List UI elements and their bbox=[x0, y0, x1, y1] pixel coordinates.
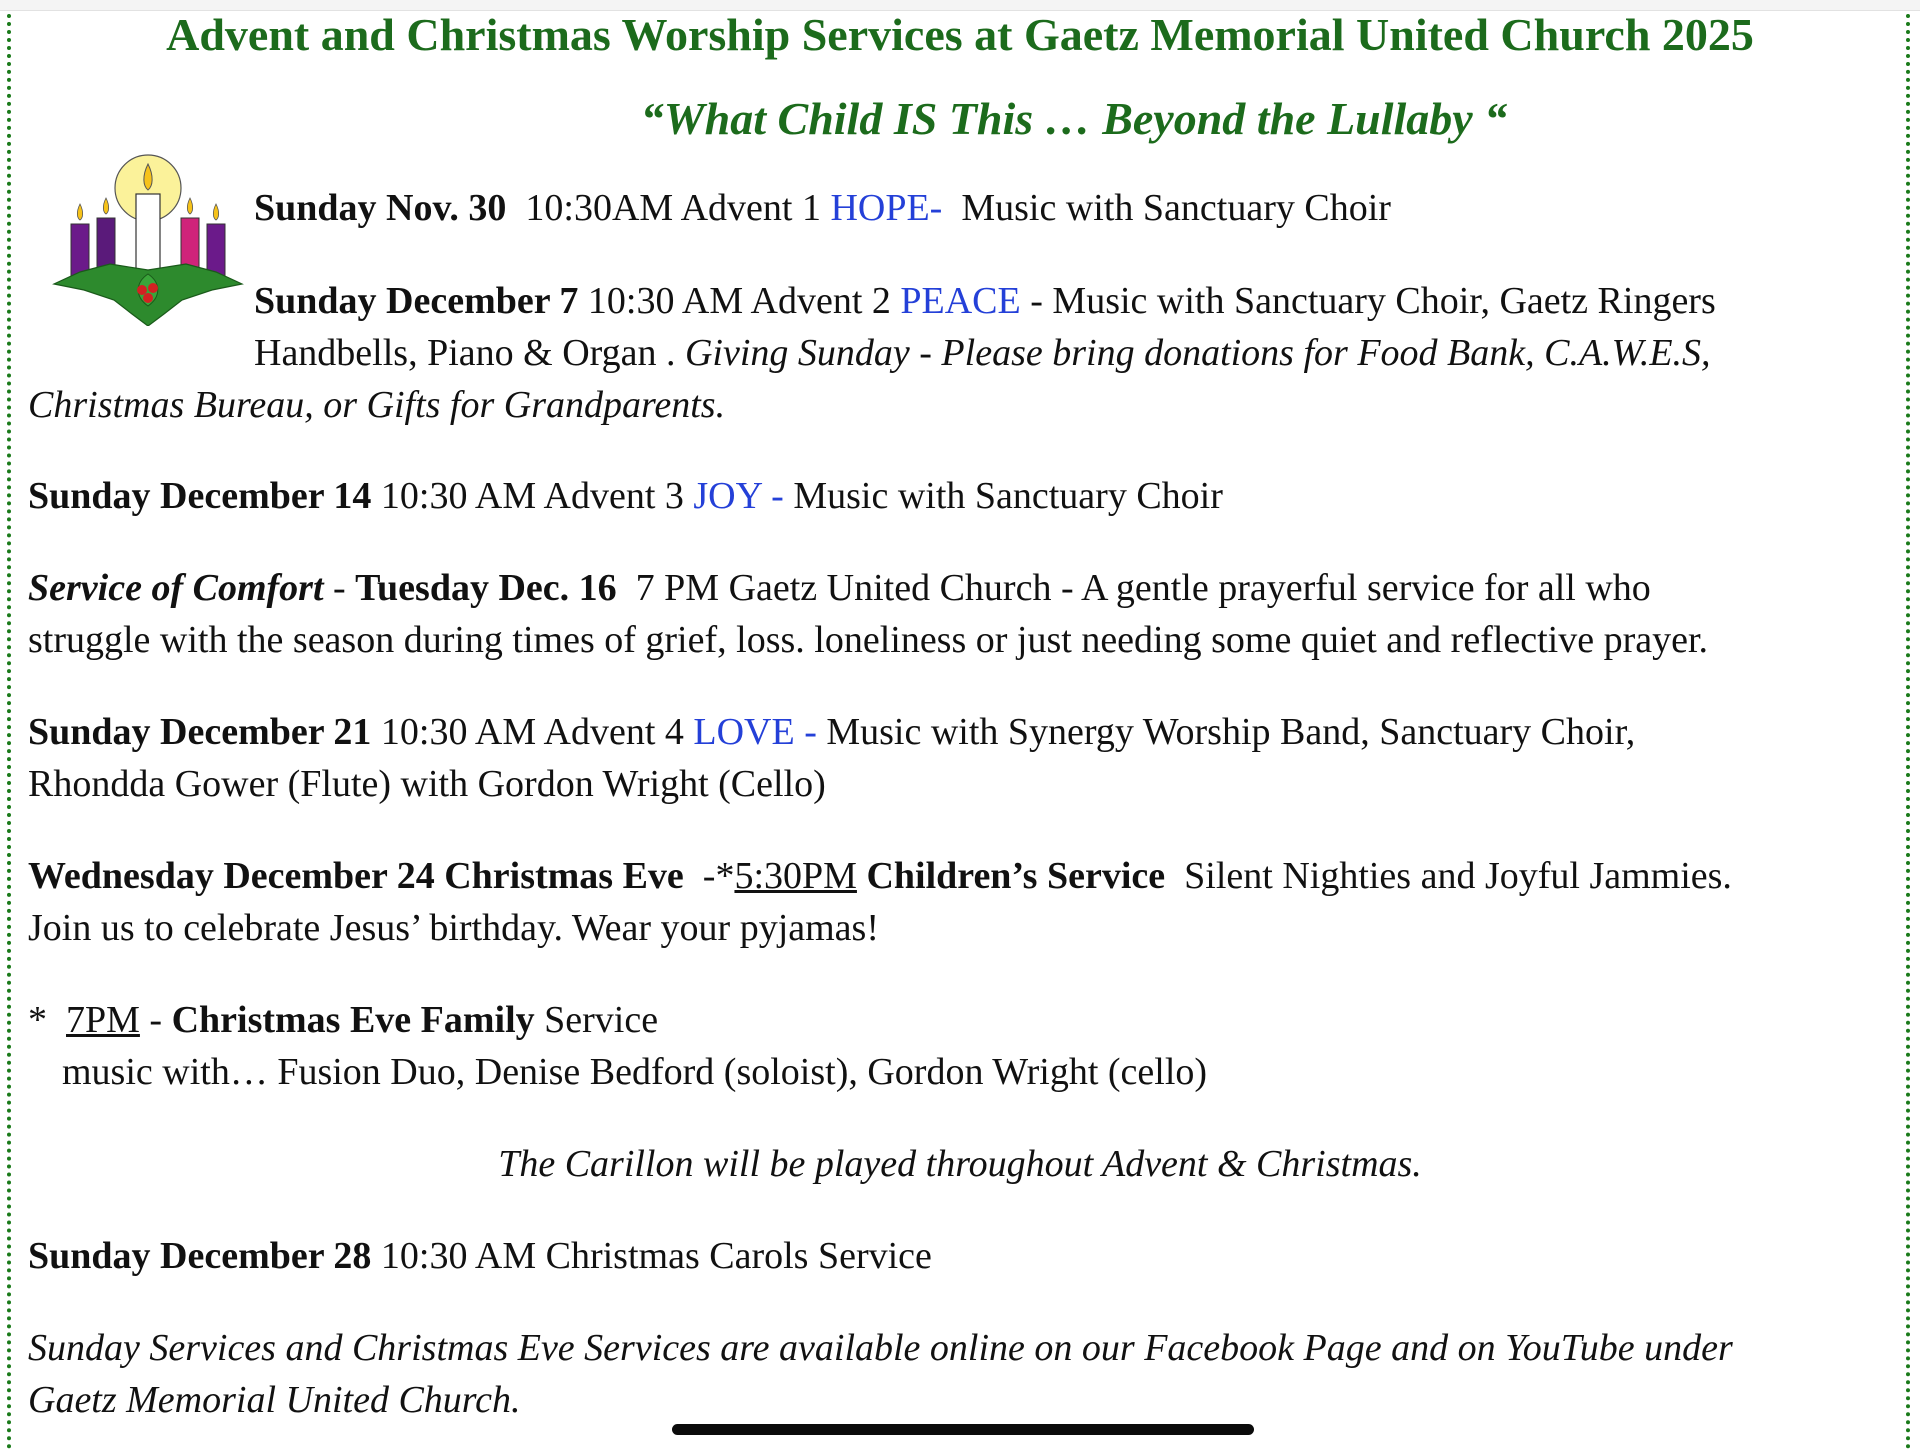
service-time: 7PM bbox=[66, 999, 140, 1041]
service-advent-3 bbox=[28, 470, 1223, 522]
service-advent-1 bbox=[254, 182, 1391, 234]
service-desc: 10:30 AM Christmas Carols Service bbox=[380, 1235, 932, 1277]
service-date: Tuesday Dec. 16 bbox=[355, 567, 617, 609]
service-of-comfort bbox=[28, 562, 1651, 614]
service-music-cont: Rhondda Gower (Flute) with Gordon Wright (Cello) bbox=[28, 763, 826, 805]
page-title: Advent and Christmas Worship Services at Gaetz Memorial United Church 2025 bbox=[166, 9, 1754, 60]
service-christmas-eve-children bbox=[28, 850, 1732, 902]
service-time: 5:30PM bbox=[734, 855, 857, 897]
service-date: Sunday December 7 bbox=[254, 280, 579, 322]
service-time: 10:30 AM Advent 3 bbox=[380, 475, 684, 517]
service-date: Sunday December 14 bbox=[28, 475, 372, 517]
service-date: Wednesday December 24 Christmas Eve bbox=[28, 855, 684, 897]
separator: - bbox=[333, 567, 346, 609]
service-name: Children’s Service bbox=[866, 855, 1166, 897]
carillon-note: The Carillon will be played throughout Advent & Christmas. bbox=[498, 1143, 1422, 1185]
online-note-cont: Gaetz Memorial United Church. bbox=[28, 1379, 521, 1421]
family-music: music with… Fusion Duo, Denise Bedford (soloist), Gordon Wright (cello) bbox=[62, 1051, 1208, 1093]
theme-peace: PEACE bbox=[900, 280, 1021, 322]
dotted-border-left bbox=[7, 14, 11, 1450]
giving-sunday-note: Giving Sunday - Please bring donations for Food Bank, C.A.W.E.S, bbox=[684, 332, 1711, 374]
prefix: -* bbox=[702, 855, 735, 897]
service-desc: Silent Nighties and Joyful Jammies. bbox=[1184, 855, 1732, 897]
service-carols bbox=[28, 1230, 932, 1282]
service-time: 10:30AM Advent 1 bbox=[525, 187, 821, 229]
service-music: Music with Sanctuary Choir bbox=[961, 187, 1391, 229]
service-advent-2-line2 bbox=[254, 327, 1711, 379]
theme-dash: - bbox=[771, 475, 784, 517]
service-time: 10:30 AM Advent 4 bbox=[380, 711, 684, 753]
theme-dash: - bbox=[804, 711, 817, 753]
comfort-desc-cont: struggle with the season during times of grief, loss. loneliness or just needing some quiet and reflective prayer. bbox=[28, 619, 1709, 661]
theme-love: LOVE bbox=[693, 711, 795, 753]
service-advent-4 bbox=[28, 706, 1635, 758]
home-indicator[interactable] bbox=[672, 1424, 1254, 1435]
comfort-desc: 7 PM Gaetz United Church - A gentle prayerful service for all who bbox=[635, 567, 1651, 609]
service-music-cont: Handbells, Piano & Organ . bbox=[254, 332, 676, 374]
giving-sunday-note-cont: Christmas Bureau, or Gifts for Grandparents. bbox=[28, 384, 726, 426]
page-subtitle: “What Child IS This … Beyond the Lullaby “ bbox=[640, 93, 1508, 144]
advent-wreath-icon bbox=[50, 148, 246, 326]
service-desc-cont: Join us to celebrate Jesus’ birthday. Wear your pyjamas! bbox=[28, 907, 879, 949]
online-note: Sunday Services and Christmas Eve Services are available online on our Facebook Page and on YouTube under bbox=[28, 1327, 1733, 1369]
service-music: Music with Synergy Worship Band, Sanctuary Choir, bbox=[826, 711, 1636, 753]
theme-joy: JOY bbox=[693, 475, 762, 517]
service-date: Sunday Nov. 30 bbox=[254, 187, 507, 229]
service-time: 10:30 AM Advent 2 bbox=[587, 280, 891, 322]
service-music: Music with Sanctuary Choir bbox=[793, 475, 1223, 517]
separator: - bbox=[149, 999, 163, 1041]
comfort-name: Service of Comfort bbox=[28, 567, 324, 609]
dotted-border-right bbox=[1906, 14, 1910, 1450]
service-music: - Music with Sanctuary Choir, Gaetz Ringers bbox=[1030, 280, 1716, 322]
service-date: Sunday December 28 bbox=[28, 1235, 372, 1277]
theme-hope: HOPE- bbox=[830, 187, 943, 229]
service-name: Christmas Eve Family bbox=[171, 999, 535, 1041]
asterisk: * bbox=[28, 999, 47, 1041]
service-christmas-eve-family bbox=[28, 994, 658, 1046]
service-advent-2 bbox=[254, 275, 1716, 327]
service-word: Service bbox=[544, 999, 659, 1041]
service-date: Sunday December 21 bbox=[28, 711, 372, 753]
